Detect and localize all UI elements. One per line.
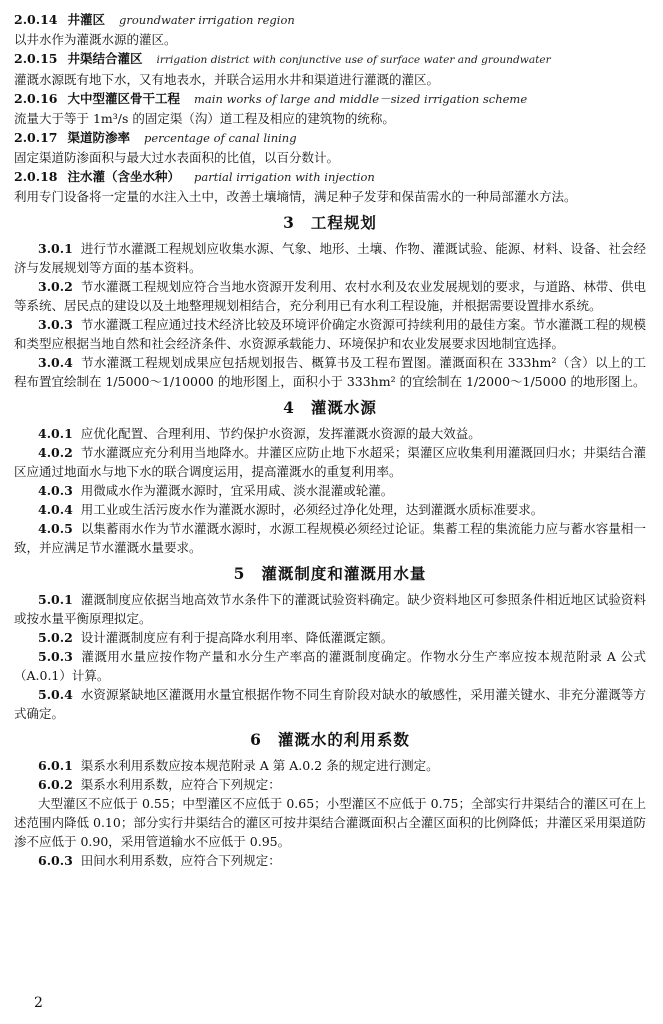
term-english: main works of large and middle－sized irrigation scheme — [194, 92, 528, 106]
clause-text: 水资源紧缺地区灌溉用水量宜根据作物不同生育阶段对缺水的敏感性，采用灌关键水、非充分灌溉等方式确定。 — [14, 687, 646, 721]
definition-body: 固定渠道防渗面积与最大过水表面积的比值，以百分数计。 — [14, 150, 340, 165]
clause-number: 5.0.1 — [38, 592, 73, 607]
definition-item — [14, 49, 646, 89]
clause-text: 大型灌区不应低于 0.55；中型灌区不应低于 0.65；小型灌区不应低于 0.75；全部实行井渠结合的灌区可在上述范围内降低 0.10；部分实行井渠结合的灌区可按井渠结合灌溉面积占全灌区面积的比例降低；井灌区采用渠道防渗不应低于 0.90，采用管道输水不应低于 0.95。 — [14, 796, 646, 849]
clause — [14, 628, 646, 647]
clause — [14, 481, 646, 500]
term-chinese: 井渠结合灌区 — [67, 51, 143, 66]
clause-number: 6.0.1 — [38, 758, 73, 773]
clause — [14, 443, 646, 481]
section-3 — [14, 213, 646, 391]
section-title — [14, 564, 646, 583]
definition-item — [14, 128, 646, 167]
clause-text: 应优化配置、合理利用、节约保护水资源，发挥灌溉水资源的最大效益。 — [80, 426, 481, 441]
section-number: 6 — [250, 730, 262, 749]
section-number: 5 — [233, 564, 246, 583]
section-title — [14, 213, 646, 232]
section-heading: 工程规划 — [310, 213, 377, 232]
clause-text: 渠系水利用系数应按本规范附录 A 第 A.0.2 条的规定进行测定。 — [80, 758, 439, 773]
clause-number: 4.0.5 — [38, 521, 73, 536]
clause-number: 2.0.17 — [14, 130, 58, 145]
clause — [14, 424, 646, 443]
clause-text: 渠系水利用系数，应符合下列规定： — [80, 777, 281, 792]
term-chinese: 渠道防渗率 — [67, 130, 131, 145]
clause-text: 田间水利用系数，应符合下列规定： — [80, 853, 281, 868]
clause-number: 3.0.2 — [38, 279, 73, 294]
section-heading: 灌溉制度和灌溉用水量 — [261, 564, 427, 583]
clause — [14, 239, 646, 277]
section-heading: 灌溉水源 — [310, 398, 377, 417]
clause-continuation — [14, 794, 646, 851]
term-chinese: 注水灌（含坐水种） — [67, 169, 181, 184]
section-6 — [14, 730, 646, 870]
clause — [14, 353, 646, 391]
definition-body: 利用专门设备将一定量的水注入土中，改善土壤墒情，满足种子发芽和保苗需水的一种局部灌水方法。 — [14, 189, 577, 204]
clause-text: 灌溉用水量应按作物产量和水分生产率高的灌溉制度确定。作物水分生产率应按本规范附录 A 公式（A.0.1）计算。 — [14, 649, 646, 683]
clause — [14, 756, 646, 775]
clause — [14, 500, 646, 519]
clause — [14, 775, 646, 794]
clause-number: 4.0.3 — [38, 483, 73, 498]
clause-text: 设计灌溉制度应有利于提高降水利用率、降低灌溉定额。 — [80, 630, 394, 645]
section-5 — [14, 564, 646, 723]
definition-body: 以井水作为灌溉水源的灌区。 — [14, 32, 177, 47]
clause-number: 2.0.15 — [14, 51, 58, 66]
section-title — [14, 398, 646, 417]
definition-item — [14, 167, 646, 206]
clause — [14, 685, 646, 723]
clause-text: 节水灌溉应充分利用当地降水。井灌区应防止地下水超采；渠灌区应收集利用灌溉回归水；井渠结合灌区应通过地面水与地下水的联合调度运用，提高灌溉水的重复利用率。 — [14, 445, 646, 479]
term-chinese: 大中型灌区骨干工程 — [67, 91, 181, 106]
clause-number: 3.0.4 — [38, 355, 73, 370]
document-page — [14, 10, 646, 870]
section-number: 4 — [283, 398, 295, 417]
clause-text: 节水灌溉工程规划成果应包括规划报告、概算书及工程布置图。灌溉面积在 333hm²（含）以上的工程布置宜绘制在 1/5000～1/10000 的地形图上，面积小于 333hm² 的宜绘制在 1/2000～1/5000 的地形图上。 — [14, 355, 646, 389]
definition-item — [14, 89, 646, 128]
clause-text: 灌溉制度应依据当地高效节水条件下的灌溉试验资料确定。缺少资料地区可参照条件相近地区试验资料或按水量平衡原理拟定。 — [14, 592, 646, 626]
definition-body: 流量大于等于 1m³/s 的固定渠（沟）道工程及相应的建筑物的统称。 — [14, 111, 395, 126]
section-number: 3 — [283, 213, 295, 232]
page-number: 2 — [34, 995, 43, 1011]
clause-text: 用工业或生活污废水作为灌溉水源时，必须经过净化处理，达到灌溉水质标准要求。 — [80, 502, 544, 517]
clause-number: 2.0.18 — [14, 169, 58, 184]
clause-number: 4.0.4 — [38, 502, 73, 517]
clause-number: 3.0.1 — [38, 241, 73, 256]
section-heading: 灌溉水的利用系数 — [277, 730, 410, 749]
definition-item — [14, 10, 646, 49]
clause-number: 2.0.16 — [14, 91, 58, 106]
term-chinese: 井灌区 — [67, 12, 106, 27]
term-english: irrigation district with conjunctive use of surface water and groundwater — [156, 54, 551, 66]
clause-text: 节水灌溉工程应通过技术经济比较及环境评价确定水资源可持续利用的最佳方案。节水灌溉工程的规模和类型应根据当地自然和社会经济条件、水资源承载能力、环境保护和农业发展要求因地制宜选择。 — [14, 317, 646, 351]
section-4 — [14, 398, 646, 557]
term-english: groundwater irrigation region — [119, 13, 295, 27]
clause-number: 2.0.14 — [14, 12, 58, 27]
clause-number: 6.0.2 — [38, 777, 73, 792]
clause-text: 用微咸水作为灌溉水源时，宜采用咸、淡水混灌或轮灌。 — [80, 483, 394, 498]
clause — [14, 647, 646, 685]
clause-number: 4.0.1 — [38, 426, 73, 441]
term-english: partial irrigation with injection — [194, 170, 375, 184]
clause — [14, 851, 646, 870]
clause — [14, 315, 646, 353]
clause-text: 以集蓄雨水作为节水灌溉水源时，水源工程规模必须经过论证。集蓄工程的集流能力应与蓄水容量相一致，并应满足节水灌溉水量要求。 — [14, 521, 646, 555]
section-title — [14, 730, 646, 749]
clause-text: 进行节水灌溉工程规划应收集水源、气象、地形、土壤、作物、灌溉试验、能源、材料、设备、社会经济与发展规划等方面的基本资料。 — [14, 241, 646, 275]
clause — [14, 590, 646, 628]
term-english: percentage of canal lining — [144, 131, 297, 145]
clause-number: 3.0.3 — [38, 317, 73, 332]
clause-text: 节水灌溉工程规划应符合当地水资源开发利用、农村水利及农业发展规划的要求，与道路、林带、供电等系统、居民点的建设以及土地整理规划相结合，充分利用已有水利工程设施，并根据需要设置排水系统。 — [14, 279, 646, 313]
clause-number: 5.0.3 — [38, 649, 73, 664]
clause — [14, 519, 646, 557]
clause-number: 4.0.2 — [38, 445, 73, 460]
clause-number: 5.0.4 — [38, 687, 73, 702]
clause — [14, 277, 646, 315]
clause-number: 6.0.3 — [38, 853, 73, 868]
definition-body: 灌溉水源既有地下水，又有地表水，并联合运用水井和渠道进行灌溉的灌区。 — [14, 72, 440, 87]
definitions-list — [14, 10, 646, 206]
clause-number: 5.0.2 — [38, 630, 73, 645]
